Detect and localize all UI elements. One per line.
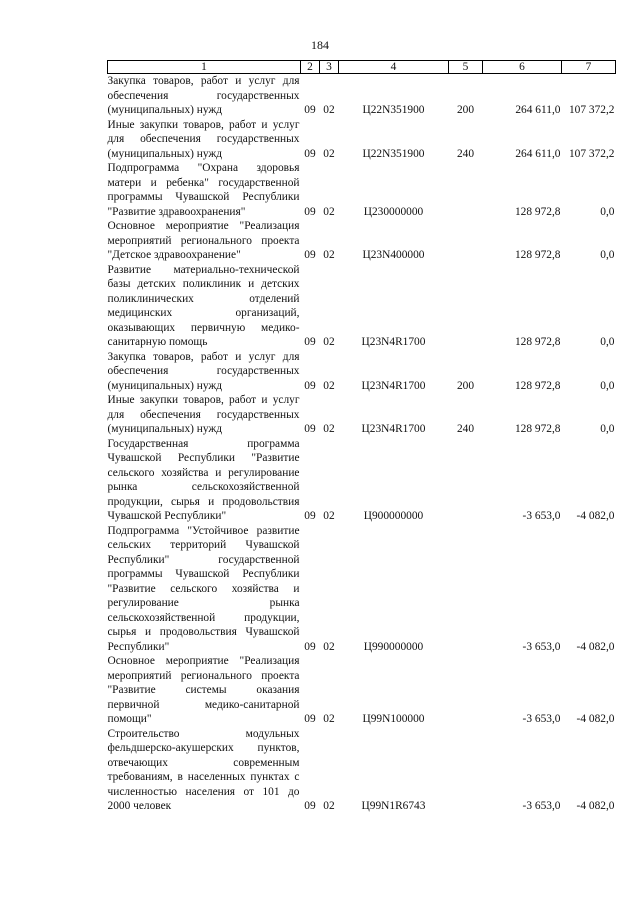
row-name: Развитие материально-технической базы детских поликлиник и детских поликлинических отделений медицинских организаций, оказывающих первичную медико-санитарную помощь (107, 263, 300, 348)
header-cell: 5 (449, 61, 483, 74)
row-amount: 128 972,8 (514, 249, 561, 261)
row-subsection: 02 (323, 379, 335, 392)
row-amount: -3 653,0 (522, 800, 561, 812)
row-section: 09 (304, 510, 316, 522)
row-target: Ц23N4R1700 (361, 379, 426, 392)
table-row (108, 727, 616, 814)
row-amount: -3 653,0 (522, 713, 561, 725)
row-amount2: -4 082,0 (576, 713, 615, 725)
row-amount2: 0,0 (600, 249, 615, 261)
row-section: 09 (304, 423, 316, 435)
row-subsection: 02 (323, 423, 335, 435)
header-cell: 7 (562, 61, 616, 74)
row-target: Ц23N4R1700 (361, 423, 426, 435)
row-section: 09 (304, 249, 316, 261)
row-amount2: 0,0 (600, 423, 615, 435)
row-amount: 128 972,8 (514, 205, 561, 218)
row-subsection: 02 (323, 336, 335, 348)
row-expense-type (449, 727, 483, 814)
table-row (108, 524, 616, 655)
row-section: 09 (304, 104, 316, 116)
row-amount2: 0,0 (600, 379, 615, 392)
row-amount2: -4 082,0 (576, 510, 615, 522)
row-expense-type (449, 524, 483, 655)
row-subsection: 02 (323, 713, 335, 725)
table-row (108, 350, 616, 394)
row-amount: 264 611,0 (515, 147, 561, 160)
row-subsection: 02 (323, 249, 335, 261)
table-row (108, 74, 616, 118)
row-amount2: 107 372,2 (568, 104, 615, 116)
row-section: 09 (304, 640, 316, 653)
row-name: Иные закупки товаров, работ и услуг для обеспечения государственных (муниципальных) нужд (107, 118, 300, 160)
row-name: Закупка товаров, работ и услуг для обеспечения государственных (муниципальных) нужд (107, 75, 300, 116)
row-section: 09 (304, 713, 316, 725)
row-amount2: 0,0 (600, 336, 615, 348)
row-expense-type (449, 437, 483, 524)
row-target: Ц990000000 (363, 640, 424, 653)
row-amount: -3 653,0 (522, 640, 561, 653)
row-section: 09 (304, 379, 316, 392)
row-subsection: 02 (323, 640, 335, 653)
row-amount2: -4 082,0 (576, 800, 615, 812)
row-section: 09 (304, 336, 316, 348)
row-name: Государственная программа Чувашской Республики "Развитие сельского хозяйства и регулирование рынка сельскохозяйственной продукции, сырья и продовольствия Чувашской Республики" (107, 437, 300, 522)
row-amount: 128 972,8 (514, 379, 561, 392)
row-section: 09 (304, 147, 316, 160)
row-name: Иные закупки товаров, работ и услуг для обеспечения государственных (муниципальных) нужд (107, 394, 300, 435)
row-subsection: 02 (323, 800, 335, 812)
row-target: Ц23N4R1700 (361, 336, 426, 348)
table-row (108, 118, 616, 162)
row-amount2: 107 372,2 (568, 147, 615, 160)
table-row (108, 654, 616, 727)
table-row (108, 219, 616, 263)
page-number: 184 (311, 38, 329, 52)
row-expense-type: 200 (456, 379, 475, 392)
row-amount: -3 653,0 (522, 510, 561, 522)
row-expense-type: 200 (456, 104, 475, 116)
row-subsection: 02 (323, 205, 335, 218)
header-cell: 4 (339, 61, 449, 74)
row-amount: 128 972,8 (514, 423, 561, 435)
row-name: Подпрограмма "Устойчивое развитие сельских территорий Чувашской Республики" государственной программы Чувашской Республики "Развитие сельского хозяйства и регулирование рынка сельскохозяйственной продукции, сырья и продовольствия Чувашской Республики" (107, 524, 300, 653)
row-target: Ц99N1R6743 (361, 800, 426, 812)
header-cell: 6 (483, 61, 562, 74)
table-row (108, 161, 616, 219)
row-subsection: 02 (323, 510, 335, 522)
row-target: Ц22N351900 (362, 104, 425, 116)
row-name: Строительство модульных фельдшерско-акушерских пунктов, отвечающих современным требованиям, в населенных пунктах с численностью населения от 101 до 2000 человек (107, 727, 300, 812)
row-expense-type: 240 (456, 423, 475, 435)
header-cell: 3 (320, 61, 339, 74)
table-row (108, 437, 616, 524)
row-expense-type: 240 (456, 147, 475, 160)
budget-table (107, 60, 616, 814)
row-expense-type (449, 263, 483, 350)
row-name: Основное мероприятие "Реализация мероприятий регионального проекта "Детское здравоохранение" (107, 220, 300, 261)
header-cell: 2 (301, 61, 320, 74)
table-row (108, 393, 616, 437)
row-target: Ц23N400000 (362, 249, 425, 261)
row-target: Ц900000000 (363, 510, 424, 522)
row-expense-type (449, 654, 483, 727)
row-target: Ц230000000 (363, 205, 424, 218)
row-section: 09 (304, 205, 316, 218)
row-name: Подпрограмма "Охрана здоровья матери и ребенка" государственной программы Чувашской Республики "Развитие здравоохранения" (107, 162, 300, 218)
table-row (108, 263, 616, 350)
row-target: Ц99N100000 (362, 713, 425, 725)
header-row (108, 61, 616, 74)
row-amount: 128 972,8 (514, 336, 561, 348)
row-amount2: -4 082,0 (576, 640, 615, 653)
row-subsection: 02 (323, 147, 335, 160)
row-amount2: 0,0 (600, 205, 615, 218)
row-name: Закупка товаров, работ и услуг для обеспечения государственных (муниципальных) нужд (107, 350, 300, 392)
row-expense-type (449, 161, 483, 219)
row-amount: 264 611,0 (515, 104, 561, 116)
row-name: Основное мероприятие "Реализация мероприятий регионального проекта "Развитие системы оказания первичной медико-санитарной помощи" (107, 655, 300, 725)
row-expense-type (449, 219, 483, 263)
header-cell: 1 (108, 61, 301, 74)
row-target: Ц22N351900 (362, 147, 425, 160)
row-section: 09 (304, 800, 316, 812)
row-subsection: 02 (323, 104, 335, 116)
